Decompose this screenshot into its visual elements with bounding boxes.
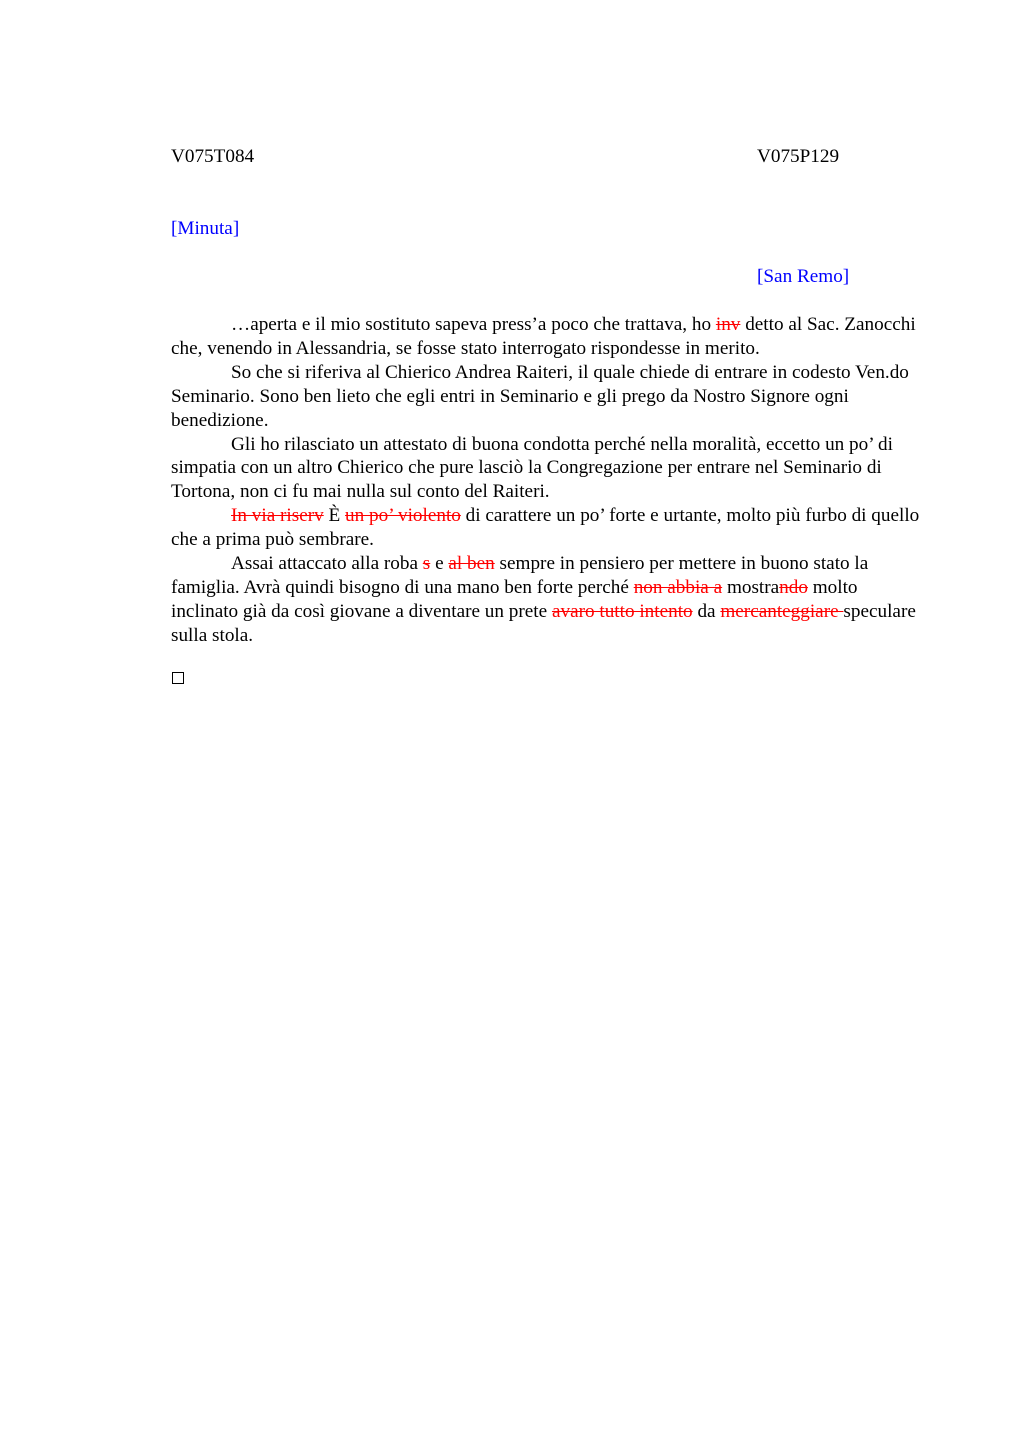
place-label: [San Remo]	[757, 266, 850, 287]
text-run: Assai attaccato alla roba	[231, 553, 423, 575]
reference-code-right: V075P129	[757, 146, 840, 167]
text-run: Gli ho rilasciato un attestato di buona condotta perché nella moralità, eccetto un po’ di simpatia con un altro Chierico che pure lasciò la Congregazione per entrare nel Seminario di Tortona, non ci fu mai nulla sul conto del Raiteri.	[171, 433, 893, 503]
document-type-label: [Minuta]	[171, 218, 240, 239]
reference-code-left: V075T084	[171, 146, 255, 167]
text-run: di carattere un po’ forte e urtante, molto più furbo di quello che a prima può sembrare.	[171, 505, 920, 551]
deleted-text: mercanteggiare	[720, 600, 844, 622]
text-run: È	[323, 505, 346, 527]
text-run: …aperta e il mio sostituto sapeva press’a poco che trattava, ho	[231, 314, 716, 335]
text-run: So che si riferiva al Chierico Andrea Raiteri, il quale chiede di entrare in codesto Ven.do Seminario. Sono ben lieto che egli entri in Seminario e gli prego da Nostro Signore ogni benedizione.	[171, 361, 909, 431]
paragraph	[171, 504, 928, 552]
text-run: molto inclinato già da così giovane a diventare un prete	[171, 576, 858, 622]
paragraph	[171, 361, 928, 433]
deleted-text: non abbia a	[633, 576, 723, 598]
deleted-text: ndo	[779, 576, 808, 598]
text-run: sempre in pensiero per mettere in buono stato la famiglia. Avrà quindi bisogno di una mano ben forte perché	[171, 553, 869, 598]
paragraph	[171, 313, 928, 361]
text-run: e	[430, 553, 449, 575]
end-marker-box	[172, 672, 184, 684]
letter-body	[171, 313, 928, 648]
deleted-text: al ben	[448, 553, 495, 575]
deleted-text: inv	[715, 314, 741, 335]
deleted-text: un po’ violento	[345, 505, 461, 527]
text-run: detto al Sac. Zanocchi che, venendo in Alessandria, se fosse stato interrogato rispondesse in merito.	[171, 314, 916, 359]
text-run: da	[692, 600, 721, 622]
paragraph	[171, 433, 928, 505]
deleted-text: avaro tutto intento	[551, 600, 693, 622]
paragraph	[171, 552, 928, 648]
deleted-text: s	[422, 553, 431, 575]
text-run: mostra	[722, 576, 780, 598]
text-run: speculare sulla stola.	[171, 600, 916, 646]
deleted-text: In via riserv	[231, 505, 324, 527]
